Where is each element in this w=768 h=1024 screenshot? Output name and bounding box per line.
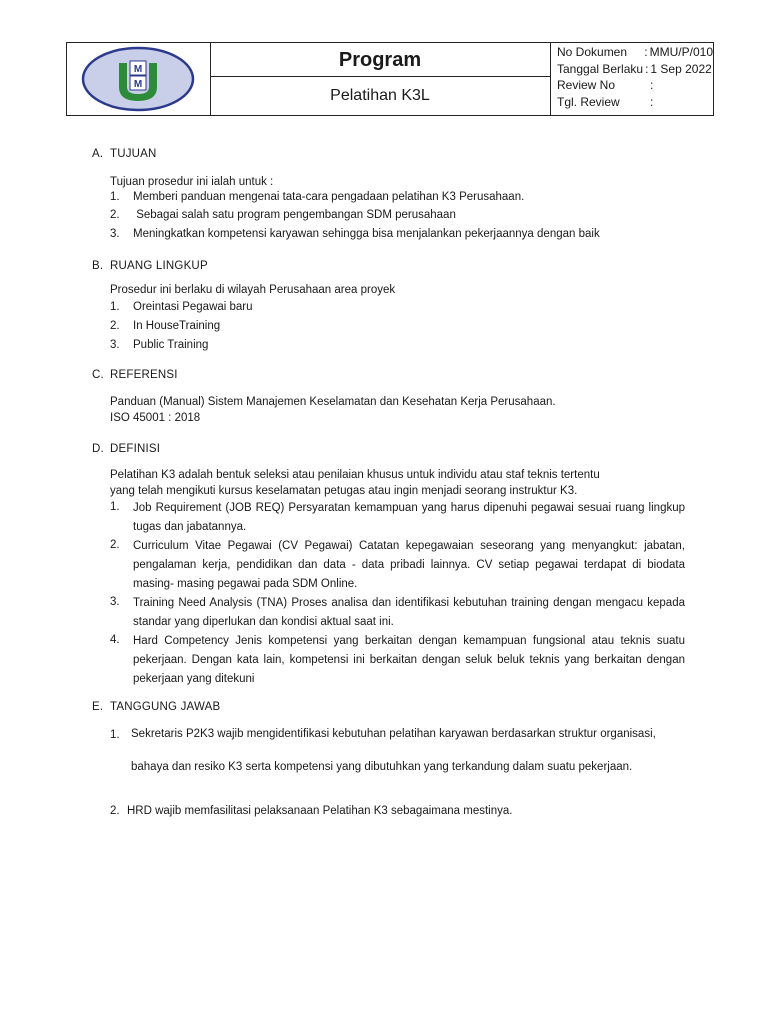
document-subtitle: Pelatihan K3L xyxy=(330,87,430,104)
meta-row-doc-number xyxy=(557,44,713,61)
meta-value: 1 Sep 2022 xyxy=(650,61,712,76)
list-number: 1. xyxy=(110,729,120,741)
reference-line: Panduan (Manual) Sistem Manajemen Keselamatan dan Kesehatan Kerja Perusahaan. xyxy=(110,396,556,408)
meta-row-review-date xyxy=(557,94,713,111)
definition-intro-line: yang telah mengikuti kursus keselamatan petugas atau ingin menjadi seorang instruktur K3. xyxy=(110,485,578,497)
document-title: Program xyxy=(210,43,550,77)
section-a-intro: Tujuan prosedur ini ialah untuk : xyxy=(110,176,274,188)
list-item: 2. In HouseTraining xyxy=(110,320,221,332)
list-number: 2. xyxy=(110,539,120,551)
meta-row-review-no xyxy=(557,77,713,94)
responsibility-item: HRD wajib memfasilitasi pelaksanaan Pelatihan K3 sebagaimana mestinya. xyxy=(127,805,513,817)
section-b-intro: Prosedur ini berlaku di wilayah Perusahaan area proyek xyxy=(110,284,396,296)
document-header xyxy=(66,42,714,116)
definition-intro-line: Pelatihan K3 adalah bentuk seleksi atau penilaian khusus untuk individu atau staf teknis tertentu xyxy=(110,469,600,481)
reference-line: ISO 45001 : 2018 xyxy=(110,412,201,424)
list-item: 1. Memberi panduan mengenai tata-cara pengadaan pelatihan K3 Perusahaan. xyxy=(110,191,525,203)
list-item: 2. Sebagai salah satu program pengembangan SDM perusahaan xyxy=(110,209,456,221)
list-number: 3. xyxy=(110,596,120,608)
svg-text:M: M xyxy=(133,79,143,90)
responsibility-item: Sekretaris P2K3 wajib mengidentifikasi kebutuhan pelatihan karyawan berdasarkan struktur organisasi, xyxy=(131,728,656,740)
meta-key: No Dokumen xyxy=(557,45,628,59)
document-meta xyxy=(551,43,713,115)
list-number: 1. xyxy=(110,501,120,513)
section-heading-referensi: C. REFERENSI xyxy=(92,369,178,381)
meta-sep: : xyxy=(650,94,654,109)
list-number: 4. xyxy=(110,634,120,646)
definition-item: Curriculum Vitae Pegawai (CV Pegawai) Catatan kepegawaian seseorang yang menyangkut: jabatan, pengalaman kerja, pendidikan dan data - data pribadi lainnya. CV setiap pegawai terdapat di biodata masing- masing pegawai pada SDM Online. xyxy=(133,540,685,590)
definition-item: Job Requirement (JOB REQ) Persyaratan kemampuan yang harus dipenuhi pegawai sesuai ruang lingkup tugas dan jabatannya. xyxy=(133,502,685,533)
meta-row-effective-date xyxy=(557,61,713,78)
meta-sep: : xyxy=(650,78,654,92)
section-heading-ruang-lingkup: B. RUANG LINGKUP xyxy=(92,260,208,272)
meta-value: MMU/P/010 xyxy=(649,45,713,59)
meta-sep: : xyxy=(645,61,649,76)
meta-key: Tanggal Berlaku xyxy=(557,61,644,76)
definition-item: Training Need Analysis (TNA) Proses analisa dan identifikasi kebutuhan training dengan mengacu kepada standar yang diperlukan dan kondisi aktual saat ini. xyxy=(133,597,685,628)
list-item: 3. Public Training xyxy=(110,339,209,351)
company-logo xyxy=(67,43,210,115)
meta-key: Review No xyxy=(557,78,616,92)
section-heading-tujuan: A. TUJUAN xyxy=(92,148,157,160)
list-item: 1. Oreintasi Pegawai baru xyxy=(110,301,253,313)
list-number: 2. xyxy=(110,805,120,817)
section-heading-definisi: D. DEFINISI xyxy=(92,443,161,455)
meta-key: Tgl. Review xyxy=(557,94,620,109)
logo-cell xyxy=(67,43,211,115)
section-heading-tanggung-jawab: E. TANGGUNG JAWAB xyxy=(92,701,221,713)
title-cell xyxy=(210,43,551,115)
definition-item: Hard Competency Jenis kompetensi yang berkaitan dengan kemampuan fungsional atau teknis suatu pekerjaan. Dengan kata lain, kompetensi ini berkaitan dengan seluk beluk teknis yang berkaitan dengan pekerjaan yang ditekuni xyxy=(133,635,685,685)
list-item: 3. Meningkatkan kompetensi karyawan sehingga bisa menjalankan pekerjaannya dengan baik xyxy=(110,228,600,240)
meta-sep: : xyxy=(644,45,648,59)
responsibility-item-continued: bahaya dan resiko K3 serta kompetensi yang dibutuhkan yang terkandung dalam suatu pekerjaan. xyxy=(131,761,633,773)
svg-text:M: M xyxy=(133,64,143,75)
